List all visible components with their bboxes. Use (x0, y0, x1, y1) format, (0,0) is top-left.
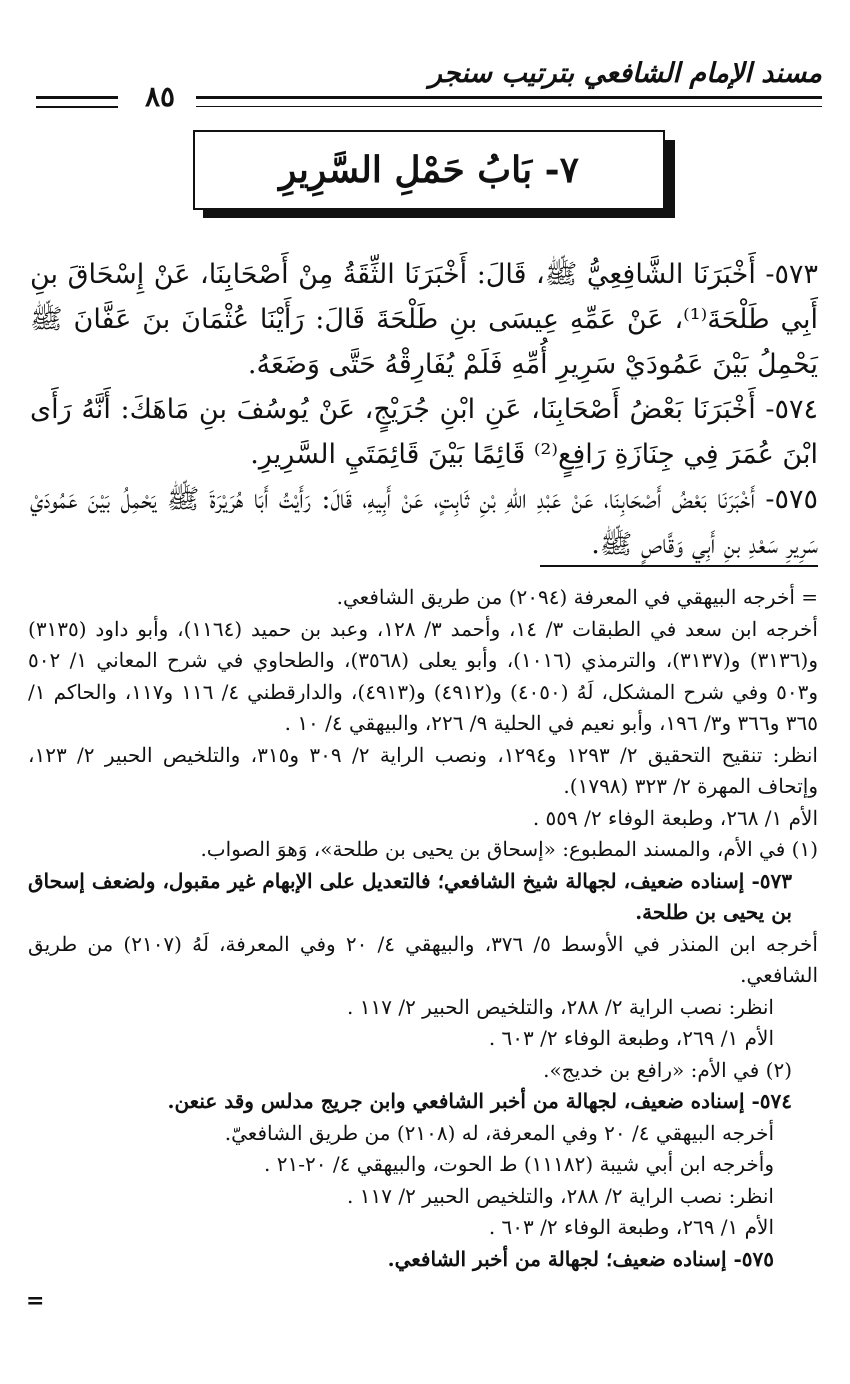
footnote-separator (540, 565, 818, 567)
chapter-title: ٧- بَابُ حَمْلِ السَّرِيرِ (279, 149, 579, 191)
footnotes (28, 582, 818, 1275)
footnote-line: = أخرجه البيهقي في المعرفة (٢٠٩٤) من طريق الشافعي. (336, 585, 818, 609)
footnote-line: انظر: نصب الراية ٢/ ٢٨٨، والتلخيص الحبير ٢/ ١١٧ . (347, 994, 774, 1019)
header-rule-left (36, 96, 118, 108)
footnote-line: أخرجه ابن المنذر في الأوسط ٥/ ٣٧٦، والبيهقي ٤/ ٢٠ وفي المعرفة، لَهُ (٢١٠٧) من طريق الشافعي. (28, 931, 818, 987)
footnote-grading-575: ٥٧٥- إسناده ضعيف؛ لجهالة من أخبر الشافعي. (387, 1246, 774, 1271)
chapter-title-box (193, 130, 665, 210)
continuation-mark: = (26, 1288, 45, 1314)
footnote-line: وأخرجه ابن أبي شيبة (١١١٨٢) ط الحوت، والبيهقي ٤/ ٢٠-٢١ . (264, 1152, 774, 1176)
footnote-line: الأم ١/ ٢٦٨، وطبعة الوفاء ٢/ ٥٥٩ . (532, 805, 818, 830)
footnote-2: (٢) في الأم: «رافع بن خديج». (543, 1057, 792, 1082)
footnote-grading-573: ٥٧٣- إسناده ضعيف، لجهالة شيخ الشافعي؛ فالتعديل على الإبهام غير مقبول، ولضعف إسحاق بن يحيى بن طلحة. (28, 868, 792, 924)
footnote-line: انظر: تنقيح التحقيق ٢/ ١٢٩٣ و١٢٩٤، ونصب الراية ٢/ ٣٠٩ و٣١٥، والتلخيص الحبير ٢/ ١٢٣، وإتحاف المهرة ٢/ ٣٢٣ (١٧٩٨). (28, 742, 818, 798)
footnote-line: الأم ١/ ٢٦٩، وطبعة الوفاء ٢/ ٦٠٣ . (488, 1215, 774, 1239)
hadith-575: ٥٧٥- أَخْبَرَنَا بَعْضُ أَصْحَابِنَا، عَنْ عَبْدِ اللهِ بْنِ ثَابِتٍ، عَنْ أَبِيهِ، قَالَ: رَأَيْتُ أَبَا هُرَيْرَةَ ﷺ يَحْمِلُ بَيْنَ عَمُودَيْ سَرِيرِ سَعْدِ بنِ أَبِي وَقَّاصٍ ﷺ. (30, 484, 818, 560)
page-number: ٨٥ (144, 80, 176, 113)
hadith-573: ٥٧٣- أَخْبَرَنَا الشَّافِعِيُّ ﷺ، قَالَ: أَخْبَرَنَا الثِّقَةُ مِنْ أَصْحَابِنَا، عَنْ إِسْحَاقَ بنِ أَبِي طَلْحَةَ⁽¹⁾، عَنْ عَمِّهِ عِيسَى بنِ طَلْحَةَ قَالَ: رَأَيْنَا عُثْمَانَ بنَ عَفَّانَ ﷺ يَحْمِلُ بَيْنَ عَمُودَيْ سَرِيرِ أُمِّهِ فَلَمْ يُفَارِقْهُ حَتَّى وَضَعَهُ. (30, 259, 818, 380)
hadith-574: ٥٧٤- أَخْبَرَنَا بَعْضُ أَصْحَابِنَا، عَنِ ابْنِ جُرَيْجٍ، عَنْ يُوسُفَ بنِ مَاهَكَ: أَنَّهُ رَأَى ابْنَ عُمَرَ فِي جِنَازَةِ رَافِعٍ⁽²⁾ قَائِمًا بَيْنَ قَائِمَتَيِ السَّرِيرِ. (30, 394, 818, 470)
header-rule-right (196, 96, 822, 107)
footnote-line: أخرجه ابن سعد في الطبقات ٣/ ١٤، وأحمد ٣/ ١٢٨، وعبد بن حميد (١١٦٤)، وأبو داود (٣١٣٥) و(٣١٣٦) و(٣١٣٧)، والترمذي (١٠١٦)، وأبو يعلى (٣٥٦٨)، والطحاوي في شرح المعاني ١/ ٥٠٢ و٥٠٣ وفي شرح المشكل، لَهُ (٤٠٥٠) و(٤٩١٢) و(٤٩١٣)، والدارقطني ٤/ ١١٦ و١١٧، والحاكم ١/ ٣٦٥ و٣٦٦ و٣/ ١٩٦، وأبو نعيم في الحلية ٩/ ٢٢٦، والبيهقي ٤/ ١٠ . (28, 616, 818, 735)
footnote-line: أخرجه البيهقي ٤/ ٢٠ وفي المعرفة، له (٢١٠٨) من طريق الشافعيّ. (224, 1120, 774, 1145)
footnote-grading-574: ٥٧٤- إسناده ضعيف، لجهالة من أخبر الشافعي وابن جريج مدلس وقد عنعن. (167, 1089, 792, 1113)
footnote-line: انظر: نصب الراية ٢/ ٢٨٨، والتلخيص الحبير ٢/ ١١٧ . (347, 1183, 774, 1208)
hadith-text (30, 252, 818, 567)
footnote-line: الأم ١/ ٢٦٩، وطبعة الوفاء ٢/ ٦٠٣ . (488, 1026, 774, 1050)
running-header-title: مسند الإمام الشافعي بترتيب سنجر (428, 58, 822, 89)
footnote-1: (١) في الأم، والمسند المطبوع: «إسحاق بن يحيى بن طلحة»، وَهوَ الصواب. (200, 837, 818, 861)
